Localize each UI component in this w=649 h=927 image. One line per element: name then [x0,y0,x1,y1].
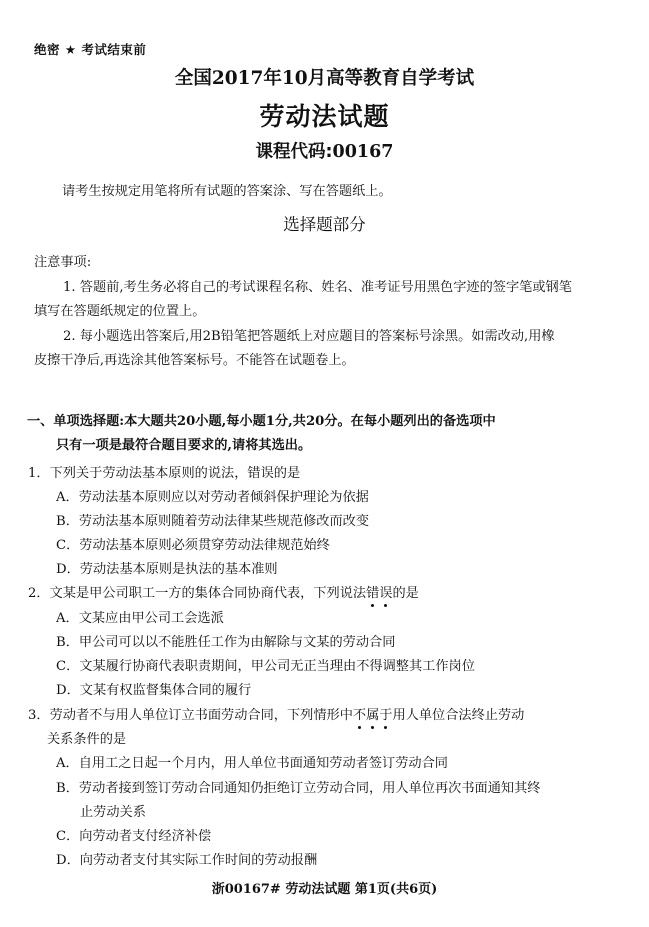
question-2-option-b: B．甲公司可以以不能胜任工作为由解除与文某的劳动合同 [56,635,396,650]
question-3-stem-line-2: 关系条件的是 [47,732,127,747]
question-2-stem-end: 的是 [392,586,419,601]
page-footer: 浙00167# 劳动法试题 第1页(共6页) [211,882,438,897]
course-code [0,138,649,163]
emphasis-char: 不 [352,708,367,723]
question-1-option-a: A．劳动法基本原则应以对劳动者倾斜保护理论为依据 [56,490,369,505]
question-3-stem-start: 3．劳动者不与用人单位订立书面劳动合同，下列情形中 [28,708,353,723]
exam-title: 全国2017年10月高等教育自学考试 [174,68,475,89]
part-1-heading-line-1: 一、单项选择题:本大题共20小题,每小题1分,共20分。在每小题列出的备选项中 [27,414,496,429]
question-1-option-b: B．劳动法基本原则随着劳动法律某些规范修改而改变 [56,514,370,529]
question-3-option-b-cont: 止劳动关系 [80,805,146,820]
subject-title: 劳动法试题 [259,102,390,131]
question-2-option-a: A．文某应由甲公司工会选派 [56,611,224,626]
emphasis-char: 误 [379,586,393,601]
question-3-option-d: D．向劳动者支付其实际工作时间的劳动报酬 [56,853,318,868]
section-title: 选择题部分 [283,215,366,234]
course-code-value: 00167 [332,142,394,162]
question-1-option-c: C．劳动法基本原则必须贯穿劳动法律规范始终 [56,538,330,553]
instruction: 请考生按规定用笔将所有试题的答案涂、写在答题纸上。 [62,184,392,199]
notes-heading: 注意事项: [34,255,92,270]
question-3-stem-end: 用人单位合法终止劳动 [392,708,525,723]
emphasis-char: 错 [366,586,380,601]
question-3-stem [28,704,524,723]
question-2-option-d: D．文某有权监督集体合同的履行 [56,683,252,698]
note-2-line-2: 皮擦干净后,再选涂其他答案标号。不能答在试题卷上。 [34,353,355,368]
note-1-line-2: 填写在答题纸规定的位置上。 [34,304,206,319]
emphasis-char: 于 [379,708,393,723]
question-1-stem: 1．下列关于劳动法基本原则的说法，错误的是 [28,466,301,481]
question-2-stem-start: 2．文某是甲公司职工一方的集体合同协商代表，下列说法 [28,586,367,601]
note-1-line-1: 1. 答题前,考生务必将自己的考试课程名称、姓名、准考证号用黑色字迹的签字笔或钢笔 [63,280,572,295]
question-3-option-a: A．自用工之日起一个月内，用人单位书面通知劳动者签订劳动合同 [56,756,448,771]
question-3-option-c: C．向劳动者支付经济补偿 [56,829,212,844]
note-2-line-1: 2. 每小题选出答案后,用2B铅笔把答题纸上对应题目的答案标号涂黑。如需改动,用橡 [63,329,555,344]
part-1-heading-line-2: 只有一项是最符合题目要求的,请将其选出。 [56,438,312,453]
emphasis-char: 属 [366,708,380,723]
question-3-option-b: B．劳动者接到签订劳动合同通知仍拒绝订立劳动合同，用人单位再次书面通知其终 [56,781,541,796]
course-code-label: 课程代码: [255,142,333,162]
confidential-label: 绝密 ★ 考试结束前 [34,42,147,57]
question-2-option-c: C．文某履行协商代表职责期间，甲公司无正当理由不得调整其工作岗位 [56,659,475,674]
question-2-stem [28,582,419,601]
question-1-option-d: D．劳动法基本原则是执法的基本准则 [56,562,278,577]
